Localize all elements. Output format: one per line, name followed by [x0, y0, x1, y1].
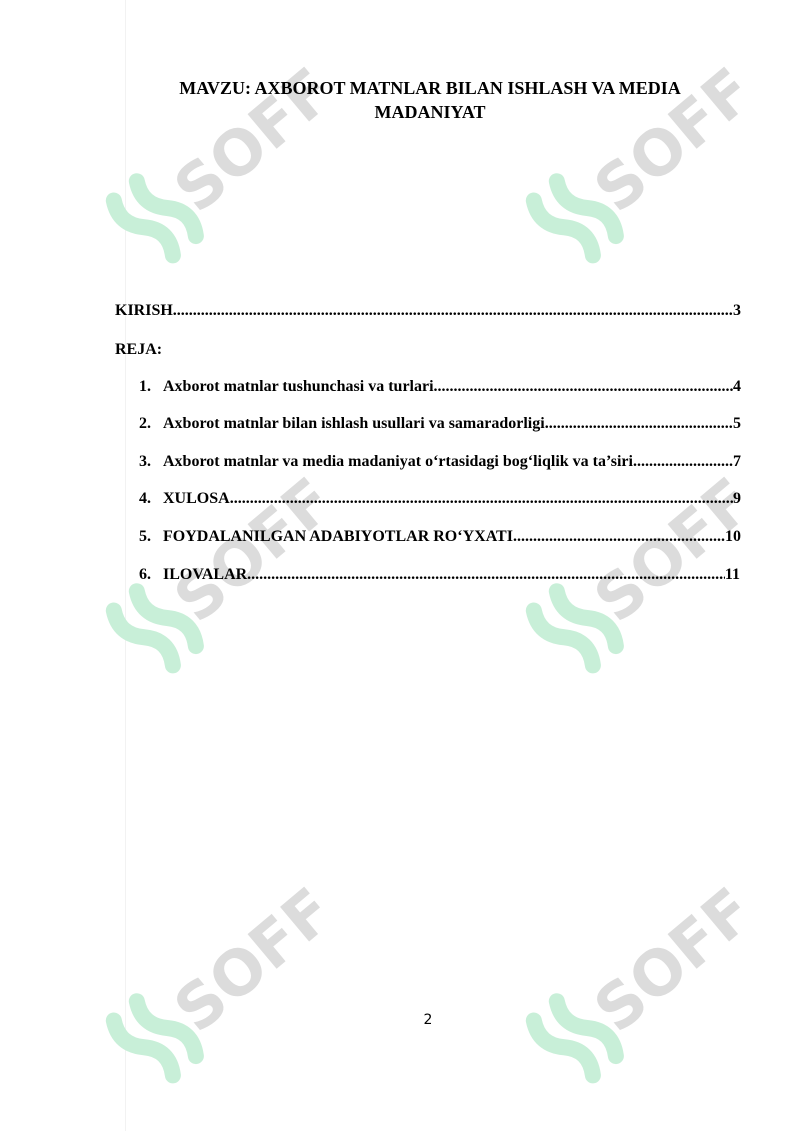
toc-entry[interactable]: [139, 414, 741, 434]
toc-entry[interactable]: [139, 489, 741, 509]
toc-entry[interactable]: [139, 452, 741, 472]
toc-page-number: 5: [733, 415, 741, 432]
toc-page-number: 11: [724, 566, 740, 583]
toc-entry-label: Axborot matnlar tushunchasi va turlari: [163, 378, 434, 395]
svg-text:SOFF: SOFF: [160, 463, 320, 637]
toc-leader-dots: [513, 527, 725, 547]
toc-entry[interactable]: [139, 377, 741, 397]
toc-entry-number: 3.: [139, 453, 151, 470]
svg-text:SOFF: SOFF: [580, 463, 740, 637]
watermark-logo: [490, 860, 740, 1110]
svg-text:SOFF: SOFF: [160, 53, 320, 227]
toc-entry-intro[interactable]: [115, 301, 741, 321]
toc-entry-number: 4.: [139, 490, 151, 507]
page-number: 2: [423, 1012, 433, 1028]
toc-page-number: 4: [733, 378, 741, 395]
toc-entry-label: Axborot matnlar va media madaniyat o‘rtasidagi bog‘liqlik va ta’siri: [163, 453, 633, 470]
toc-leader-dots: [247, 565, 725, 585]
toc-entry-label: XULOSA: [163, 490, 230, 507]
toc-leader-dots: [434, 377, 733, 397]
toc-leader-dots: [230, 489, 733, 509]
watermark-logo: [70, 860, 320, 1110]
toc-leader-dots: [173, 301, 733, 321]
toc-entry-label: KIRISH: [115, 302, 173, 319]
toc-entry-number: 1.: [139, 378, 151, 395]
toc-entry-number: 6.: [139, 566, 151, 583]
toc-page-number: 7: [733, 453, 741, 470]
toc-entry-label: FOYDALANILGAN ADABIYOTLAR RO‘YXATI: [163, 528, 513, 545]
plan-heading: REJA:: [115, 341, 163, 358]
toc-entry-label: ILOVALAR: [163, 566, 248, 583]
svg-text:SOFF: SOFF: [580, 873, 740, 1047]
page-margin-rule: [125, 0, 126, 1131]
svg-text:SOFF: SOFF: [160, 873, 320, 1047]
toc-page-number: 10: [725, 528, 741, 545]
toc-entry-label: Axborot matnlar bilan ishlash usullari va samaradorligi: [163, 415, 545, 432]
toc-entry-number: 2.: [139, 415, 151, 432]
toc-page-number: 3: [733, 302, 741, 319]
svg-text:SOFF: SOFF: [580, 53, 740, 227]
toc-leader-dots: [633, 452, 733, 472]
toc-entry[interactable]: [139, 527, 741, 547]
toc-entry-number: 5.: [139, 528, 151, 545]
toc-leader-dots: [545, 414, 733, 434]
document-title: MAVZU: AXBOROT MATNLAR BILAN ISHLASH VA MEDIA MADANIYAT: [179, 78, 681, 122]
toc-entry[interactable]: [139, 565, 740, 585]
toc-page-number: 9: [733, 490, 741, 507]
